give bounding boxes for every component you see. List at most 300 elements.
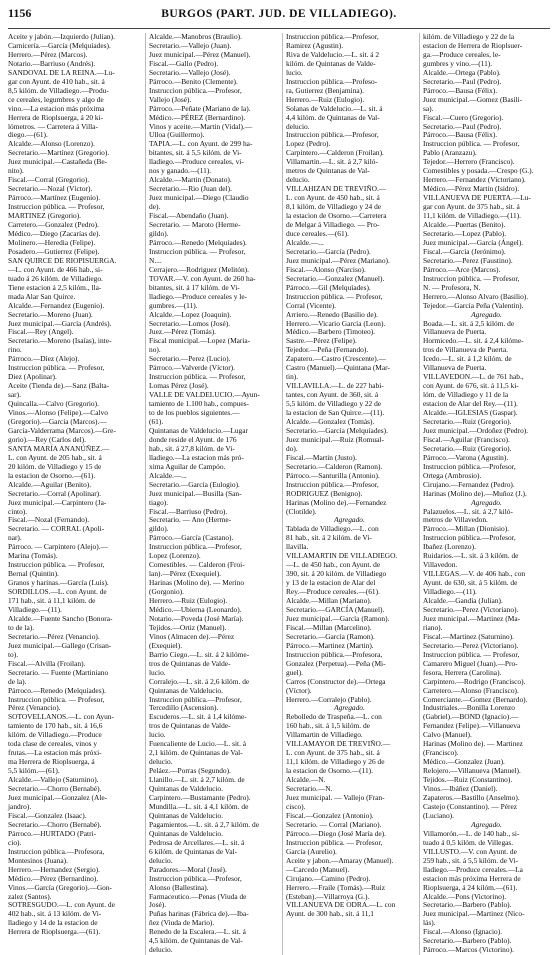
text-line: Juez municipal.—García (Andrés). (8, 318, 112, 328)
text-line: Secretario.—Paul (Pedro). (423, 121, 502, 131)
text-line: Alcalde.—Puertas (Benito). (423, 220, 506, 230)
text-line: Instruccion pública.—Profesor, (286, 32, 379, 41)
text-line: Secretario.—Pérez (Venancio). (8, 631, 100, 641)
text-line: Vinos (Almacen de).—Pérez (149, 631, 235, 641)
text-line: 11,1 kilóm. de Villadiego y 26 de (286, 757, 385, 767)
text-line: L. con Ayunt. de 450 hab., sit. á (286, 193, 380, 203)
text-line: to de la). (8, 622, 35, 632)
text-line: Tejidos.—Ortiz (Manuel). (149, 622, 227, 632)
text-line: Peláez.—Porras (Segundo). (149, 766, 231, 776)
text-line: Harinas (Molino de). — Merino (149, 578, 245, 588)
text-line: SAN QUIRCE DE RIOPISUERGA. (8, 255, 117, 265)
text-line: Vinos.—Ibáñez (Daniel). (423, 784, 498, 794)
text-line: SOTRESGUDO.—L. con Ayunt. de (8, 900, 115, 910)
text-line: Cerrajero.—Rodriguez (Melitón). (149, 264, 249, 274)
text-line: Arriero.—Renedo (Basilio de). (286, 309, 378, 319)
text-line: Juez municipal.—Busilla (San- (149, 488, 242, 498)
text-line: gumbres.—(11). (149, 300, 198, 310)
text-line: 5,5 kilóm. de Villadiego y 22 de (286, 399, 382, 409)
text-line: Agregado. (471, 819, 502, 829)
text-line: Párroco.—Renedo (Melquíades). (8, 685, 106, 695)
text-line: hab., sit. á 27,8 kilóm. de Vi- (149, 443, 235, 453)
text-line: sar). (8, 390, 21, 400)
text-line: ga.—Produce cereales, le- (423, 49, 501, 59)
text-line: Juez municipal.—García (Ramon). (286, 613, 390, 623)
text-line: lómetros. — Carretera á Villa- (8, 121, 98, 131)
text-line: Farmaceutico.—Penas (Viuda de (149, 891, 247, 901)
text-line: Mundilla.—L. sit. á 4,1 kilóm. de (149, 801, 249, 811)
text-line: Secretario.—Ruiz (Gregorio). (423, 443, 512, 453)
text-line: nos y ganado.—(11). (149, 166, 212, 176)
text-line: Quincalla.—Calvo (Gregorio). (8, 399, 99, 409)
text-line: Comestibles y posada.—Crespo (G.). (423, 166, 534, 176)
text-line: Fiscal.—Gonzalez (Isaac). (8, 810, 87, 820)
text-line: ñez (Viuda de Mario). (149, 918, 215, 928)
text-line: Tejedor.—Peña (Fernando). (286, 345, 369, 355)
text-line: donde reside el Ayunt. de 176 (149, 434, 237, 444)
text-line: Alcalde.—... (149, 470, 187, 480)
text-line: ce cereales, legumbres y algo de (8, 94, 104, 104)
text-line: no). (149, 345, 161, 355)
text-line: Instruccion pública.—Profesor, (286, 479, 379, 489)
text-line: Comerciante.—Gomez (Bernardo). (423, 694, 528, 704)
text-line: estacion de Herrera de Rioplsuer- (423, 40, 523, 50)
text-line: Barrio Ciego.—L. sit. á 2 kilóme- (149, 649, 250, 659)
text-line: MARTINEZ (Gregorio). (8, 211, 82, 221)
text-line: Médico.—Ubierna (Leonardo). (149, 605, 242, 614)
text-line: Pablo (Aranzazu). (423, 148, 477, 158)
text-line: Tablada de Villadiego.—L. con (286, 524, 379, 534)
text-line: Fiscal.—Gallo (Pedro). (149, 58, 219, 68)
text-line: Llanillo.—L. sit. á 2,7 kilóm. de (149, 775, 245, 785)
text-line: Secretario.—García (Ramon). (286, 631, 375, 641)
text-line: Alcalde.—Alonso (Lorenzo). (8, 139, 95, 149)
text-line: Diez (Apolinar). (8, 372, 57, 382)
text-line: toda clase de cereales, vinos y (8, 739, 98, 749)
text-line: Agregado. (334, 515, 365, 525)
text-line: 11,1 kilóm. de Villadiego.—(11). (423, 211, 522, 221)
text-line: Tejedor.—Herrero (Francisco). (423, 157, 515, 167)
text-line: Juez municipal.—Martinez (Ma- (423, 613, 521, 623)
text-line: Médico.—Pérez Martin (Isidro). (423, 184, 520, 194)
text-line: Secretario.—Barbero (Pablo). (423, 900, 512, 910)
text-line: lladiego y 14 de la estacion de (8, 918, 98, 928)
text-line: sa). (423, 103, 434, 113)
text-line: Renedo de la Escalera.—L. sit. á (149, 927, 246, 937)
text-line: Ulloa (Guillermo). (149, 130, 205, 140)
text-line: Comestibles. — Calderon (Froi- (149, 560, 245, 570)
text-line: (Gabriel).—BOND (Ignacio).— (423, 712, 519, 722)
text-line: Sastre.—Pérez (Felipe). (286, 336, 357, 346)
text-line: Montesinos (Juana). (8, 855, 68, 865)
text-line: VILLAHIZAN DE TREVIÑO.— (286, 184, 387, 194)
text-line: Secretario.—Moreno (Juan). (8, 309, 93, 319)
text-line: Instruccion pública.—Profeso- (286, 76, 378, 86)
text-line: Rey.—Produce cereales.—(61). (286, 587, 380, 597)
text-line: tamiento de 1.100 hab., compues- (149, 399, 249, 409)
text-line: VILLAMAYOR DE TREVIÑO.— (286, 739, 391, 749)
text-line: guel). (286, 667, 304, 677)
text-line: con Ayunt. de 676, sit. á 11,5 ki- (423, 381, 519, 391)
text-line: metros de Quintanas de Val- (286, 166, 370, 176)
text-line: Villamorón.—L. de 140 hab., si- (423, 828, 520, 838)
text-line: lladiego.—Produce cereales y le- (149, 291, 248, 301)
text-line: Alcalde.—Pons (Victorino). (423, 891, 507, 901)
text-line: xima Aguilar de Campóo. (149, 461, 226, 471)
text-line: Villamartin.—L. sit. á 2,7 kiló- (286, 157, 378, 167)
text-line: (Esteban).—Villarroya (G.). (286, 891, 370, 901)
text-line: VILLEGAS.—V. de 406 hab., con (423, 569, 526, 579)
text-line: (Gorgonio). (149, 587, 184, 597)
text-line: gorio).—Rey (Carlos del). (8, 434, 86, 444)
text-line: Párroco.—Millan (Dionisio). (423, 524, 510, 534)
text-line: Fiscal.—Millan (Marcelino). (286, 622, 372, 632)
text-line: Médico.—Barbero (Timoteo). (286, 327, 376, 337)
text-line: Posadero.—Gutierrez (Felipe). (8, 246, 100, 256)
text-line: frutas.—La estacion más próxi- (8, 748, 102, 758)
text-line: tamiento de 170 hab., sit. á 16,6 (8, 721, 103, 731)
text-line: Rioplsuerga, á 24 kilóm.—(61). (423, 882, 518, 892)
text-line: Rebolledo de Traspeña.—L. con (286, 712, 382, 722)
text-line: Molinero.—Heredia (Felipe). (8, 237, 96, 247)
text-line: Párroco.—Arce (Marcos). (423, 264, 501, 274)
text-line: José). (149, 900, 167, 910)
text-line: (Francisco). (423, 748, 459, 758)
text-line: Secretario. — Maroto (Herme- (149, 220, 241, 230)
text-line: Fiscal.—Alvilla (Froilan). (8, 658, 86, 668)
text-line: Secretario.—Perez (Lucio). (149, 354, 231, 364)
text-line: Fiscal.—Alonso (Narciso). (286, 264, 366, 274)
text-line: Ruidarios.—L. sit. á 3 kilóm. de (423, 551, 519, 561)
text-line: Juez municipal.—Gallego (Crisan- (8, 640, 112, 650)
text-line: to de los pueblos siguientes.— (149, 408, 240, 418)
text-line: Párroco.—Bausa (Félix). (423, 130, 498, 140)
text-line: Juez municipal.—Carpintero (Ja- (8, 497, 107, 507)
text-line: Pérez (Venancio). (8, 703, 61, 713)
text-line: tin). (286, 372, 299, 382)
text-line: gar con Ayunt. de 375 hab., sit. á (423, 202, 520, 212)
text-line: Instruccion pública. — Profesor, (149, 372, 246, 382)
text-line: Párroco.—Valverde (Víctor). (149, 363, 235, 373)
text-line: Ramirez (Agustin). (286, 40, 344, 50)
text-line: Pagamientos.—L. sit. á 2,7 kilóm. de (149, 819, 260, 829)
text-line: Villavedon. (423, 560, 458, 570)
text-line: Agregado. (471, 309, 502, 319)
text-line: Notario.—Poveda (José María). (149, 613, 244, 623)
text-line: la estacion de Osorno.—(61). (8, 470, 96, 480)
text-line: VALLE DE VALDELUCIO.—Ayun- (149, 390, 260, 400)
text-line: gildo). (149, 228, 169, 238)
text-line: Secretario.—Paul (Pedro). (423, 76, 502, 86)
text-line: delucio. (149, 855, 173, 865)
text-line: 402 hab., sit. á 13 kilóm. de Vi- (8, 909, 102, 919)
text-line: cisco). (286, 801, 306, 811)
text-line: Relojero.—Villanueva (Manuel). (423, 766, 521, 776)
text-line: Villamartin de Villadiego. (286, 730, 363, 740)
text-line: Fiscal.—Martinez (Saturnino). (423, 631, 514, 641)
text-line: Herrera de Rioplsuerga, á 20 ki- (8, 112, 104, 122)
text-line: delucio. (286, 175, 310, 185)
text-line: Fiscal.—Gonzalez (Antonio). (286, 810, 374, 820)
text-line: Fiscal.—Alonso (Ignacio). (423, 927, 503, 937)
text-line: Juez municipal.—García (Ángel). (423, 237, 524, 247)
text-line: Juez municipal.—Pérez (Mariano). (286, 255, 390, 265)
text-line: Secretario.—Vallejo (José). (149, 67, 231, 77)
text-line: Riva de Valdelucio.—L. sit. á 2 (286, 49, 380, 59)
text-line: bitantes, sit. á 17 kilóm. de Vi- (149, 282, 240, 292)
text-line: tros de Villanueva de Puerta. (423, 345, 509, 355)
text-line: mada Alar San Quirce. (8, 291, 76, 301)
text-line: Ortega (Ambrosio). (423, 470, 482, 480)
text-line: de). (149, 202, 161, 212)
text-line: 259 hab., sit. á 5,5 kilóm. de Vi- (423, 855, 519, 865)
text-line: Icedo.—L. sit. á 1,2 kilóm. de (423, 354, 512, 364)
text-line: Lopez (Pedro). (286, 139, 331, 149)
text-line: 2,1 kilóm. de Quintanas de Val- (149, 748, 243, 758)
text-line: Tiene estacion á 2,5 kilóm., lla- (8, 282, 102, 292)
text-line: Ayunt. de 300 hab., sit. á 11,1 (286, 909, 374, 919)
text-line: Fiscal.—Rey (Angel). (8, 327, 74, 337)
text-line: lan).—Pérez (Exequiel). (149, 569, 222, 579)
text-line: 6 kilóm. de Quintanas de Val- (149, 846, 238, 856)
text-line: Villanueva de Puerta. (423, 363, 487, 373)
text-line: delucio. (149, 945, 173, 955)
text-line: Alcalde.—Vallejo (Saturnino). (8, 775, 99, 785)
text-line: rino. (8, 345, 22, 355)
text-line: Párroco.—Gil (Melquíades). (286, 282, 371, 292)
text-line: Granos y harinas.—García (Luis). (8, 578, 109, 588)
text-line: TAPIA.—L. con Ayunt. de 299 ha- (149, 139, 253, 149)
text-line: zalez (Santos). (8, 891, 52, 901)
text-line: Paradores.—Moral (José). (149, 864, 227, 874)
text-line: Instruccion pública. — Profesor, (149, 246, 246, 256)
text-line: Vinos y aceite.—Martin (Vidal).— (149, 121, 253, 131)
text-line: bitantes, sit. á 5,5 kilóm. de Vi- (149, 148, 242, 158)
text-line: Secretario.—Corral (Apolinar). (8, 488, 101, 498)
text-line: Quintanas de Valdelucio.—Lugar (149, 425, 248, 435)
text-line: delucio. (149, 757, 173, 767)
text-line: Secretario.—Gonzalez (Manuel). (286, 273, 385, 283)
text-line: Harinas (Molino de).—Muñoz (J.). (423, 488, 527, 498)
text-line: Marina (Tomás). (8, 551, 58, 561)
text-line: lladiego.—Produce cereales.—La (423, 864, 523, 874)
text-line: Notario.—Barriuso (Andrés). (8, 58, 96, 68)
text-line: Fiscal.—Aguilar (Francisco). (423, 434, 510, 444)
text-line: Hormicedo.—L. sit. á 2,4 kilóme- (423, 336, 524, 346)
text-line: Vinos.—Alonso (Felipe).—Calvo (8, 408, 108, 418)
text-line: Secretario.—Perez (Faustino). (423, 255, 513, 265)
text-line: tros de Quintanas de Valde- (149, 721, 231, 731)
text-line: lás). (423, 918, 436, 928)
text-line: Secretario.—Lomos (José). (149, 318, 231, 328)
text-line: VILLUSTO.—V. con Ayunt. de (423, 846, 517, 856)
text-line: Lopez (Lorenzo). (149, 551, 201, 561)
text-line: Instruccion pública.—Profesor, (149, 85, 242, 95)
text-line: Solanas de Valdelucio.—L. sit. á (286, 103, 383, 113)
text-line: Instruccion pública. — Profesor, (423, 139, 520, 149)
text-line: Párroco.—Martinez (Martin). (286, 640, 374, 650)
text-line: tantes, con Ayunt. de 360, sit. á (286, 390, 379, 400)
text-line: Fiscal.—Martin (Justo). (286, 452, 357, 462)
text-line: SORDILLOS.—L. con Ayunt. de (8, 587, 107, 597)
text-line: Juez municipal.—Diego (Claudio (149, 193, 249, 203)
text-line: Aceite y jabon.—Amaray (Manuel). (286, 855, 394, 865)
text-line: 4,5 kilóm. de Quintanas de Val- (149, 936, 243, 946)
text-line: de Melgar á Villadiego. — Pro- (286, 220, 380, 230)
text-line: Secretario.—Rio (Juan del). (149, 184, 232, 194)
text-line: lóm. de Villadiego y 11 de la (423, 390, 509, 400)
text-line: Párroco.—García (Castano). (149, 533, 234, 543)
text-line: Secretario.—Chorro (Bernabé). (8, 819, 102, 829)
text-line: diego.—(61). (8, 130, 48, 140)
text-line: Párroco.—Peñate (Mariano de la). (149, 103, 251, 113)
text-line: Párroco.—HURTADO (Patri- (8, 828, 97, 838)
text-line: Herrero.—Vicario García (Leon). (286, 318, 386, 328)
text-line: Alcalde.—Millan (Mariano). (286, 596, 372, 606)
text-line: RODRIGUEZ (Benigno). (286, 488, 363, 498)
text-line: Párroco.—Díez (Alejo). (8, 354, 80, 364)
text-line: Cirujano.—Camino (Pedro). (286, 873, 371, 883)
text-line: Párroco.—Marcos (Victorino). (423, 945, 514, 955)
text-line: Alcalde.—Aguilar (Benito). (8, 479, 92, 489)
text-line: Fiscal municipal.—Lopez (Maria- (149, 336, 251, 346)
text-line: Fiscal.—Nozal (Fernando). (8, 515, 90, 525)
text-line: Secretario.—Perez (Victoriano). (423, 605, 519, 614)
text-line: tiago). (149, 497, 169, 507)
text-line: Harinas (Molino de). — Martinez (423, 739, 523, 749)
text-line: Vallejo (José). (149, 94, 192, 104)
text-line: Herrero.—Corralejo (Pablo). (286, 694, 372, 704)
text-line: Fiscal.—Cuero (Gregorio). (423, 112, 504, 122)
text-line: Gonzalez (Perpetua).—Peña (Mi- (286, 658, 386, 668)
page-header (8, 6, 550, 29)
text-line: Párroco.—Martínez (Eugenio). (8, 193, 101, 203)
text-line: Puñas harinas (Fábrica de).—Iba- (149, 909, 249, 919)
text-line: Secretario.—García (Pedro). (286, 246, 371, 256)
text-line: Industriales.—Bonilla Lorenzo (423, 703, 515, 713)
text-line: Instruccion pública.—Profesor, (423, 533, 516, 543)
text-line: Fiscal.—Abendaño (Juan). (149, 211, 229, 221)
text-line: do). (286, 443, 298, 453)
text-line: Herrero.—Fraile (Tomás).—Ruiz (286, 882, 386, 892)
text-line: Instruccion pública. — Profesor, (423, 273, 520, 283)
text-line: García-Valderrama (Marcos).—Gre- (8, 425, 116, 435)
text-line: (Clotilde). (286, 506, 317, 516)
text-line: Juez municipal.—Ordoñez (Pedro). (423, 425, 529, 435)
text-line: Instruccion pública.—Profesor, (149, 694, 242, 704)
text-line: Carretero.—Gonzalez (Pedro). (8, 220, 99, 230)
text-line: 160 hab., sit. á 1,5 kilóm. de (286, 721, 370, 731)
text-line: Palazuelos.—L. sit. á 2,7 kiló- (423, 506, 513, 516)
text-line: kilóm. de Villadiego y 22 de la (423, 32, 515, 41)
text-line: Herrera de Rioplsuerga.—(61). (8, 927, 101, 937)
text-line: ra, Gutierrez (Benjamina). (286, 85, 364, 95)
text-line: Párroco.—Diego (José María de). (286, 828, 386, 838)
text-line: VILLAMARTIN DE VILLADIEGO. (286, 551, 398, 561)
text-line: Párroco. — Carpintero (Alejo).— (8, 542, 108, 552)
text-line: gildo). (149, 524, 169, 534)
text-line: Harinas (Molino de).—Fernandez (286, 497, 387, 507)
text-line: gumbres y vino.—(11). (423, 58, 493, 68)
text-line: Secretario.—Nozal (Víctor). (8, 184, 93, 194)
text-line: Secretario.—Lopez (Pablo). (423, 228, 507, 238)
text-line: Carretero.—Alonso (Francisco). (423, 685, 519, 695)
text-line: L. con Ayunt. de 205 hab., sit. á (8, 452, 102, 462)
text-line: Lomas Pérez (José). (149, 381, 209, 391)
text-line: Secretario.—Martínez (Gregorio). (8, 148, 110, 158)
text-line: Juez municipal. — Vallejo (Fran- (286, 793, 385, 803)
text-line: SOTOVELLANOS.—L. con Ayun- (8, 712, 114, 722)
text-line: 81 hab., sit. á 2 kilóm. de Vi- (286, 533, 372, 543)
text-line: Zapateros.—Bastillo (Anselmo). (423, 793, 520, 803)
text-line: Alcalde.—Manobros (Braulio). (149, 32, 242, 41)
text-line: Aceite y jabón.—Izquierdo (Julian). (8, 32, 115, 41)
text-line: Instruccion pública. — Profesor, (8, 560, 105, 570)
text-line: Alonso (Ballestina). (149, 882, 209, 892)
text-line: Alcalde.—IGLESIAS (Gaspar). (423, 408, 518, 418)
text-line: Castejo (Constantino). — Pérez (423, 801, 518, 811)
text-line: Instruccion pública.—Profesora, (8, 846, 105, 856)
text-line: llavilla. (286, 542, 309, 552)
text-line: Agregado. (334, 703, 365, 713)
column-1 (8, 33, 139, 955)
text-line: Fiscal.—Barriuso (Pedro). (149, 506, 228, 516)
text-line: metros de Villavedon. (423, 515, 488, 525)
text-line: Instruccion pública.—Profesor, (423, 461, 516, 471)
text-line: Fuencaliente de Lucio.—L. sit. á (149, 739, 247, 749)
text-line: Tejedor.—García Peña (Valentin). (423, 300, 524, 310)
text-line: Párroco.—Varona (Agustin). (423, 452, 509, 462)
text-line: riano). (423, 622, 443, 632)
text-line: Boada.—L. sit. á 2,5 kilóm. de (423, 318, 515, 328)
text-line: Escuderos.—L. sit. á 1,4 kilóme- (149, 712, 247, 722)
text-line: Carpintero.—Bustamante (Pedro). (149, 793, 251, 803)
text-line: Secretario. — CORRAL (Apoli- (8, 524, 105, 534)
text-line: tuado á 26 kilóm. de Villadiego. (8, 273, 103, 283)
text-line: Tercedillo (Ascension). (149, 703, 219, 713)
text-line: (Luciano). (423, 810, 454, 820)
text-line: —Carcedo (Manuel). (286, 864, 350, 874)
text-line: Carpintero.—Rodrigo (Francisco). (423, 676, 526, 686)
text-line: nito). (8, 166, 24, 176)
text-line: la estacion de Osorno.—Carretera (286, 211, 387, 221)
text-line: García (Aurelio). (286, 846, 337, 856)
text-line: Secretario.—N. (286, 784, 333, 794)
text-line: Vinos.—García (Gregorio).—Gon- (8, 882, 113, 892)
column-3 (282, 33, 413, 955)
text-line: N.... (149, 255, 162, 265)
text-line: Instruccion pública. — Profesor, (8, 202, 105, 212)
text-line: Secretario. — Ano (Herme- (149, 515, 232, 525)
text-line: Camarero Miguel (Juan).—Pro- (423, 658, 518, 668)
text-line: Cirujano.—Fernandez (Pedro). (423, 479, 515, 489)
text-line: Párroco.—Santurilla (Antonio). (286, 470, 380, 480)
text-line: kilóm. de Villadiego.—Produce (8, 730, 102, 740)
text-line: 8,5 kilóm. de Villadiego.—Produ- (8, 85, 109, 95)
text-line: Herrero.—Hernandez (Sergio). (8, 864, 101, 874)
text-line: tuado á 0,5 kilóm. de Villegas. (423, 837, 514, 847)
text-line: Instruccion pública. — Profesor, (286, 291, 383, 301)
text-line: VILLAVEDON.—L. de 761 hab., (423, 372, 524, 382)
text-line: TOVAR.—V. con Ayunt. de 260 ha- (149, 273, 256, 283)
text-line: —L. con Ayunt. de 466 hab., si- (8, 264, 103, 274)
text-line: Instruccion pública.—Profesora, (286, 649, 383, 659)
text-line: Fiscal.—García (Jerónimo). (423, 246, 506, 256)
text-line: to). (8, 649, 19, 659)
text-line: vino.—La estacion más próxima (8, 103, 105, 113)
text-line: N. — Profesora, N. (423, 282, 481, 292)
text-line: Juez municipal.—Gomez (Basili- (423, 94, 523, 104)
